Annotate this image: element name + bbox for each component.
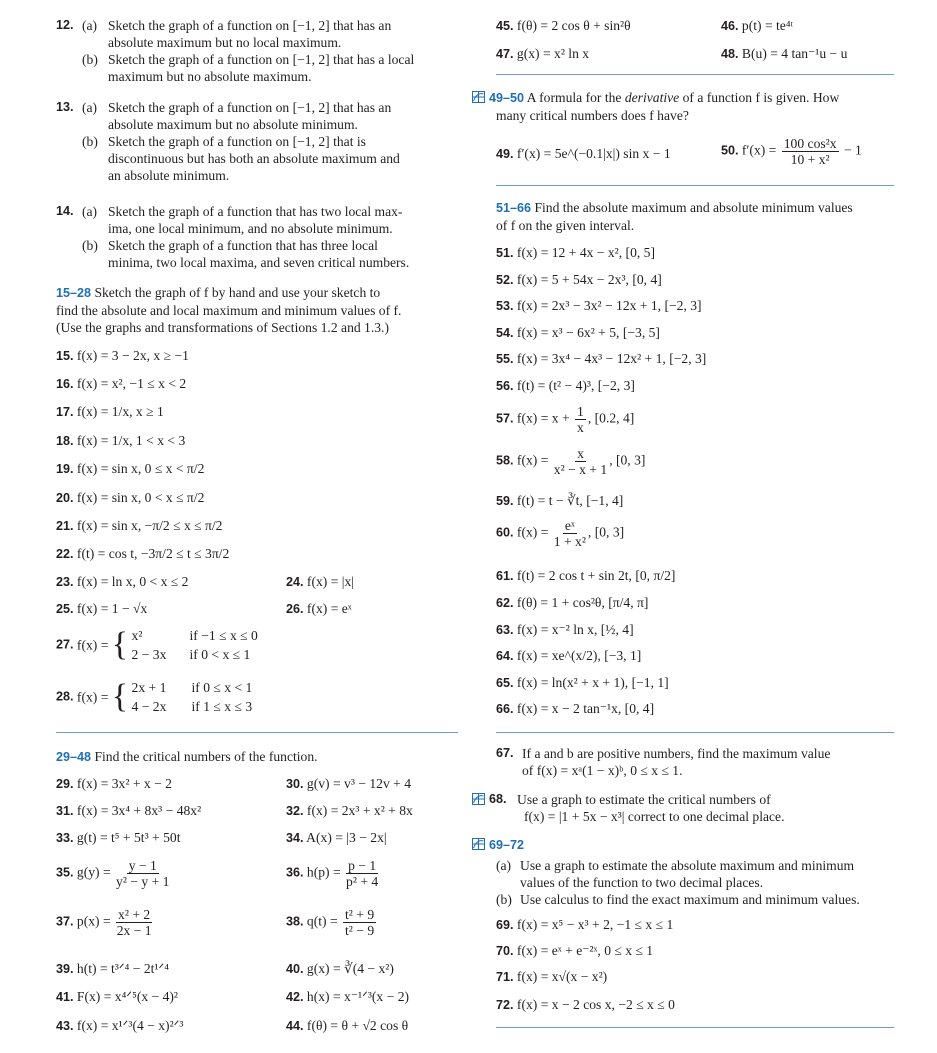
exercise-text: maximum but no absolute maximum. bbox=[108, 69, 312, 84]
exercise-formula: f(t) = (t² − 4)³, [−2, 3] bbox=[516, 378, 635, 393]
exercise-12 bbox=[56, 17, 461, 85]
exercise-text: of f(x) = xᵃ(1 − x)ᵇ, 0 ≤ x ≤ 1. bbox=[522, 763, 683, 778]
exercise-32: 32. f(x) = 2x³ + x² + 8x bbox=[286, 803, 413, 818]
exercise-44: 44. f(θ) = θ + √2 cos θ bbox=[286, 1018, 409, 1033]
instruction-text: of f on the given interval. bbox=[496, 218, 635, 233]
exercise-formula: f(x) = x√(x − x²) bbox=[516, 969, 608, 984]
exercise-formula: B(u) = 4 tan⁻¹u − u bbox=[741, 46, 848, 61]
exercise-formula: A(x) = |3 − 2x| bbox=[306, 830, 387, 845]
exercise-66: 66. f(x) = x − 2 tan⁻¹x, [0, 4] bbox=[496, 701, 655, 716]
exercise-number: 12. bbox=[56, 18, 74, 32]
exercise-text: Sketch the graph of a function that has three local bbox=[108, 238, 378, 253]
exercise-37: 37. p(x) = $\frac{\text{x² + 2}}{2x - 1}$ bbox=[56, 907, 152, 938]
exercise-text: an absolute minimum. bbox=[108, 168, 230, 183]
exercise-51: 51. f(x) = 12 + 4x − x², [0, 5] bbox=[496, 245, 655, 260]
fraction: $\frac{1}{x}$ bbox=[577, 404, 584, 435]
part-label: (b) bbox=[82, 134, 98, 149]
section-divider bbox=[496, 185, 894, 186]
exercise-52: 52. f(x) = 5 + 54x − 2x³, [0, 4] bbox=[496, 272, 662, 287]
exercise-formula: g(x) = ∛(4 − x²) bbox=[306, 961, 394, 976]
exercise-19: 19. f(x) = sin x, 0 ≤ x < π/2 bbox=[56, 461, 205, 476]
exercise-formula: f(x) = 12 + 4x − x², [0, 5] bbox=[516, 245, 655, 260]
exercise-54: 54. f(x) = x³ − 6x² + 5, [−3, 5] bbox=[496, 325, 660, 340]
exercise-formula: f(θ) = 2 cos θ + sin²θ bbox=[516, 18, 631, 33]
exercise-30: 30. g(v) = v³ − 12v + 4 bbox=[286, 776, 412, 791]
exercise-formula: f(x) = x¹ᐟ³(4 − x)²ᐟ³ bbox=[76, 1018, 184, 1033]
fraction: $\frac{y - 1}{\text{y² − y + 1}}$ bbox=[116, 858, 170, 889]
exercise-20: 20. f(x) = sin x, 0 < x ≤ π/2 bbox=[56, 490, 205, 505]
section-51-66-instructions bbox=[496, 199, 896, 234]
exercise-formula: f(x) = sin x, 0 < x ≤ π/2 bbox=[76, 490, 205, 505]
fraction: $\frac{x}{\text{x² − x + 1}}$ bbox=[553, 446, 608, 477]
exercise-33: 33. g(t) = t⁵ + 5t³ + 50t bbox=[56, 830, 181, 845]
exercise-number: 13. bbox=[56, 100, 74, 114]
section-divider bbox=[496, 732, 894, 733]
exercise-text: absolute maximum but no absolute minimum. bbox=[108, 117, 358, 132]
part-label: (a) bbox=[82, 18, 98, 33]
exercise-56: 56. f(t) = (t² − 4)³, [−2, 3] bbox=[496, 378, 635, 393]
instruction-text: values of the function to two decimal places. bbox=[520, 875, 764, 890]
exercise-formula: f(x) = xe^(x/2), [−3, 1] bbox=[516, 648, 642, 663]
graphing-calculator-icon bbox=[472, 91, 485, 103]
exercise-31: 31. f(x) = 3x⁴ + 8x³ − 48x² bbox=[56, 803, 202, 818]
section-divider bbox=[56, 732, 458, 733]
instruction-text: Sketch the graph of f by hand and use your sketch to bbox=[94, 285, 381, 300]
exercise-formula: f(x) = eˣ + e⁻²ˣ, 0 ≤ x ≤ 1 bbox=[516, 943, 654, 958]
exercise-72: 72. f(x) = x − 2 cos x, −2 ≤ x ≤ 0 bbox=[496, 997, 675, 1012]
instruction-text: Use calculus to find the exact maximum and minimum values. bbox=[520, 892, 860, 907]
instruction-text: Find the critical numbers of the function. bbox=[94, 749, 318, 764]
exercise-formula: f(θ) = 1 + cos²θ, [π/4, π] bbox=[516, 595, 649, 610]
exercise-formula: f(x) = 2x³ − 3x² − 12x + 1, [−2, 3] bbox=[516, 298, 702, 313]
exercise-text: Sketch the graph of a function on [−1, 2] that has a local bbox=[108, 52, 415, 67]
exercise-35: 35. g(y) = $\frac{y - 1}{\text{y² − y + 1}}$ bbox=[56, 858, 170, 889]
exercise-text: discontinuous but has both an absolute maximum and bbox=[108, 151, 400, 166]
exercise-42: 42. h(x) = x⁻¹ᐟ³(x − 2) bbox=[286, 989, 410, 1004]
exercise-text: Sketch the graph of a function that has two local max- bbox=[108, 204, 403, 219]
piecewise-cases: x² if −1 ≤ x ≤ 0 2 − 3x if 0 < x ≤ 1 bbox=[131, 628, 258, 662]
exercise-65: 65. f(x) = ln(x² + x + 1), [−1, 1] bbox=[496, 675, 669, 690]
exercise-22: 22. f(t) = cos t, −3π/2 ≤ t ≤ 3π/2 bbox=[56, 546, 230, 561]
instruction-text: Find the absolute maximum and absolute minimum values bbox=[534, 200, 853, 215]
exercise-29: 29. f(x) = 3x² + x − 2 bbox=[56, 776, 172, 791]
exercise-formula: f(x) = x³ − 6x² + 5, [−3, 5] bbox=[516, 325, 660, 340]
exercise-formula: f(x) = 1/x, 1 < x < 3 bbox=[76, 433, 186, 448]
section-range: 29–48 bbox=[56, 750, 92, 764]
fraction: $\frac{\text{x² + 2}}{2x - 1}$ bbox=[116, 907, 152, 938]
exercise-71: 71. f(x) = x√(x − x²) bbox=[496, 969, 608, 984]
section-range: 69–72 bbox=[489, 838, 525, 852]
exercise-formula: f(x) = 1/x, x ≥ 1 bbox=[76, 404, 164, 419]
exercise-formula: f(θ) = θ + √2 cos θ bbox=[306, 1018, 409, 1033]
exercise-text: Sketch the graph of a function on [−1, 2] that has an bbox=[108, 100, 392, 115]
exercise-69: 69. f(x) = x⁵ − x³ + 2, −1 ≤ x ≤ 1 bbox=[496, 917, 674, 932]
exercise-38: 38. q(t) = $\frac{\text{t² + 9}}{\text{t² − 9}}$ bbox=[286, 907, 375, 938]
exercise-48: 48. B(u) = 4 tan⁻¹u − u bbox=[721, 46, 848, 61]
exercise-53: 53. f(x) = 2x³ − 3x² − 12x + 1, [−2, 3] bbox=[496, 298, 702, 313]
part-label: (b) bbox=[82, 52, 98, 67]
exercise-34: 34. A(x) = |3 − 2x| bbox=[286, 830, 387, 845]
exercise-formula: f(x) = 3x⁴ + 8x³ − 48x² bbox=[76, 803, 202, 818]
section-69-72-instructions: 69–72 (a) Use a graph to estimate the absolute maximum and minimum values of the function to two decimal places. (b) Use calculus to find the exact maximum and minimum values. bbox=[472, 836, 896, 908]
exercise-21: 21. f(x) = sin x, −π/2 ≤ x ≤ π/2 bbox=[56, 518, 223, 533]
exercise-14 bbox=[56, 203, 461, 271]
exercise-text: If a and b are positive numbers, find the maximum value bbox=[522, 746, 831, 761]
section-divider bbox=[496, 74, 894, 75]
exercise-46: 46. p(t) = te⁴ᵗ bbox=[721, 18, 794, 33]
exercise-formula: f(x) = 3x⁴ − 4x³ − 12x² + 1, [−2, 3] bbox=[516, 351, 707, 366]
exercise-text: Sketch the graph of a function on [−1, 2] that is bbox=[108, 134, 366, 149]
section-range: 49–50 bbox=[489, 91, 525, 105]
exercise-formula: f(t) = 2 cos t + sin 2t, [0, π/2] bbox=[516, 568, 676, 583]
exercise-17: 17. f(x) = 1/x, x ≥ 1 bbox=[56, 404, 164, 419]
exercise-16: 16. f(x) = x², −1 ≤ x < 2 bbox=[56, 376, 187, 391]
exercise-text: Use a graph to estimate the critical numbers of bbox=[517, 792, 771, 807]
exercise-25: 25. f(x) = 1 − √x bbox=[56, 601, 148, 616]
exercise-formula: f(t) = t − ∛t, [−1, 4] bbox=[516, 493, 624, 508]
exercise-62: 62. f(θ) = 1 + cos²θ, [π/4, π] bbox=[496, 595, 649, 610]
exercise-formula: h(x) = x⁻¹ᐟ³(x − 2) bbox=[306, 989, 410, 1004]
exercise-36: 36. h(p) = $\frac{p - 1}{\text{p² + 4}}$ bbox=[286, 858, 379, 889]
instruction-text: many critical numbers does f have? bbox=[496, 108, 689, 123]
instruction-text: Use a graph to estimate the absolute maximum and minimum bbox=[520, 858, 855, 873]
exercise-formula: g(t) = t⁵ + 5t³ + 50t bbox=[76, 830, 181, 845]
exercise-55: 55. f(x) = 3x⁴ − 4x³ − 12x² + 1, [−2, 3] bbox=[496, 351, 707, 366]
exercise-18: 18. f(x) = 1/x, 1 < x < 3 bbox=[56, 433, 186, 448]
exercise-formula: p(t) = te⁴ᵗ bbox=[741, 18, 794, 33]
exercise-41: 41. F(x) = x⁴ᐟ⁵(x − 4)² bbox=[56, 989, 179, 1004]
section-49-50-instructions: 49–50 A formula for the derivative of a function f is given. How many critical numbers does f have? bbox=[472, 89, 896, 124]
piecewise-cases: 2x + 1 if 0 ≤ x < 1 4 − 2x if 1 ≤ x ≤ 3 bbox=[131, 680, 253, 714]
exercise-formula: f(x) = 2x³ + x² + 8x bbox=[306, 803, 413, 818]
fraction: $\frac{p - 1}{\text{p² + 4}}$ bbox=[346, 858, 379, 889]
exercise-70: 70. f(x) = eˣ + e⁻²ˣ, 0 ≤ x ≤ 1 bbox=[496, 943, 654, 958]
section-range: 51–66 bbox=[496, 201, 532, 215]
section-15-28-instructions bbox=[56, 284, 461, 336]
exercise-formula: f(x) = 5 + 54x − 2x³, [0, 4] bbox=[516, 272, 662, 287]
exercise-formula: f(x) = ln(x² + x + 1), [−1, 1] bbox=[516, 675, 669, 690]
exercise-text: minima, two local maxima, and seven critical numbers. bbox=[108, 255, 410, 270]
exercise-13 bbox=[56, 99, 461, 184]
exercise-formula: g(v) = v³ − 12v + 4 bbox=[306, 776, 412, 791]
exercise-40: 40. g(x) = ∛(4 − x²) bbox=[286, 961, 394, 976]
exercise-text: absolute maximum but no local maximum. bbox=[108, 35, 342, 50]
exercise-57: 57. f(x) = x + $\frac{1}{x}$ , [0.2, 4] bbox=[496, 404, 635, 435]
exercise-27: 27. f(x) = { x² if −1 ≤ x ≤ 0 2 − 3x if 0 < x ≤ 1 bbox=[56, 626, 258, 663]
part-label: (b) bbox=[82, 238, 98, 253]
exercise-60: 60. f(x) = $\frac{\text{eˣ}}{\text{1 + x²}}$ , [0, 3] bbox=[496, 518, 625, 549]
exercise-formula: f(x) = ln x, 0 < x ≤ 2 bbox=[76, 574, 189, 589]
exercise-49: 49. f′(x) = 5e^(−0.1|x|) sin x − 1 bbox=[496, 146, 671, 161]
exercise-64: 64. f(x) = xe^(x/2), [−3, 1] bbox=[496, 648, 642, 663]
exercise-formula: f(t) = cos t, −3π/2 ≤ t ≤ 3π/2 bbox=[76, 546, 230, 561]
exercise-26: 26. f(x) = eˣ bbox=[286, 601, 352, 616]
fraction: $\frac{\text{eˣ}}{\text{1 + x²}}$ bbox=[553, 518, 586, 549]
graphing-calculator-icon bbox=[472, 793, 485, 805]
exercise-formula: f(x) = 3x² + x − 2 bbox=[76, 776, 172, 791]
exercise-15: 15. f(x) = 3 − 2x, x ≥ −1 bbox=[56, 348, 189, 363]
exercise-formula: f(x) = x⁵ − x³ + 2, −1 ≤ x ≤ 1 bbox=[516, 917, 674, 932]
exercise-formula: h(t) = t³ᐟ⁴ − 2t¹ᐟ⁴ bbox=[76, 961, 169, 976]
exercise-formula: F(x) = x⁴ᐟ⁵(x − 4)² bbox=[76, 989, 179, 1004]
exercise-39: 39. h(t) = t³ᐟ⁴ − 2t¹ᐟ⁴ bbox=[56, 961, 169, 976]
exercise-50: 50. f′(x) = $\frac{\text{100 cos²x}}{\text{10 + x²}}$ − 1 bbox=[721, 136, 862, 167]
exercise-number: 14. bbox=[56, 204, 74, 218]
fraction: $\frac{\text{100 cos²x}}{\text{10 + x²}}$ bbox=[783, 136, 837, 167]
exercise-formula: g(x) = x² ln x bbox=[516, 46, 590, 61]
exercise-45: 45. f(θ) = 2 cos θ + sin²θ bbox=[496, 18, 631, 33]
exercise-formula: f(x) = sin x, 0 ≤ x < π/2 bbox=[76, 461, 205, 476]
fraction: $\frac{\text{t² + 9}}{\text{t² − 9}}$ bbox=[345, 907, 375, 938]
graphing-calculator-icon bbox=[472, 838, 485, 850]
exercise-formula: f(x) = x², −1 ≤ x < 2 bbox=[76, 376, 187, 391]
part-label: (a) bbox=[82, 100, 98, 115]
exercise-23: 23. f(x) = ln x, 0 < x ≤ 2 bbox=[56, 574, 189, 589]
exercise-formula: f(x) = x − 2 tan⁻¹x, [0, 4] bbox=[516, 701, 655, 716]
exercise-24: 24. f(x) = |x| bbox=[286, 574, 355, 589]
exercise-58: 58. f(x) = $\frac{x}{\text{x² − x + 1}}$ , [0, 3] bbox=[496, 446, 646, 477]
exercise-43: 43. f(x) = x¹ᐟ³(4 − x)²ᐟ³ bbox=[56, 1018, 184, 1033]
section-29-48-instructions bbox=[56, 748, 318, 766]
exercise-67: 67. If a and b are positive numbers, find the maximum value of f(x) = xᵃ(1 − x)ᵇ, 0 ≤ x ≤ 1. bbox=[496, 746, 831, 778]
exercise-formula: f(x) = x⁻² ln x, [½, 4] bbox=[516, 622, 634, 637]
part-label: (a) bbox=[82, 204, 98, 219]
section-divider bbox=[496, 1027, 894, 1028]
exercise-formula: f(x) = 1 − √x bbox=[76, 601, 148, 616]
exercise-text: f(x) = |1 + 5x − x³| correct to one decimal place. bbox=[524, 809, 785, 824]
exercise-formula: f(x) = sin x, −π/2 ≤ x ≤ π/2 bbox=[76, 518, 223, 533]
instruction-text: (Use the graphs and transformations of Sections 1.2 and 1.3.) bbox=[56, 320, 389, 335]
exercise-68: 68. Use a graph to estimate the critical numbers of f(x) = |1 + 5x − x³| correct to one decimal place. bbox=[472, 791, 896, 825]
exercise-formula: f(x) = eˣ bbox=[306, 601, 352, 616]
exercise-formula: f(x) = 3 − 2x, x ≥ −1 bbox=[76, 348, 189, 363]
exercise-formula: f′(x) = 5e^(−0.1|x|) sin x − 1 bbox=[516, 146, 671, 161]
exercise-47: 47. g(x) = x² ln x bbox=[496, 46, 590, 61]
exercise-28: 28. f(x) = { 2x + 1 if 0 ≤ x < 1 4 − 2x if 1 ≤ x ≤ 3 bbox=[56, 678, 253, 715]
exercise-formula: f(x) = |x| bbox=[306, 574, 355, 589]
exercise-text: Sketch the graph of a function on [−1, 2] that has an bbox=[108, 18, 392, 33]
section-range: 15–28 bbox=[56, 286, 92, 300]
exercise-63: 63. f(x) = x⁻² ln x, [½, 4] bbox=[496, 622, 634, 637]
exercise-text: ima, one local minimum, and no absolute minimum. bbox=[108, 221, 393, 236]
instruction-text: find the absolute and local maximum and minimum values of f. bbox=[56, 303, 402, 318]
exercise-formula: f(x) = x − 2 cos x, −2 ≤ x ≤ 0 bbox=[516, 997, 675, 1012]
exercise-59: 59. f(t) = t − ∛t, [−1, 4] bbox=[496, 493, 624, 508]
exercise-61: 61. f(t) = 2 cos t + sin 2t, [0, π/2] bbox=[496, 568, 676, 583]
